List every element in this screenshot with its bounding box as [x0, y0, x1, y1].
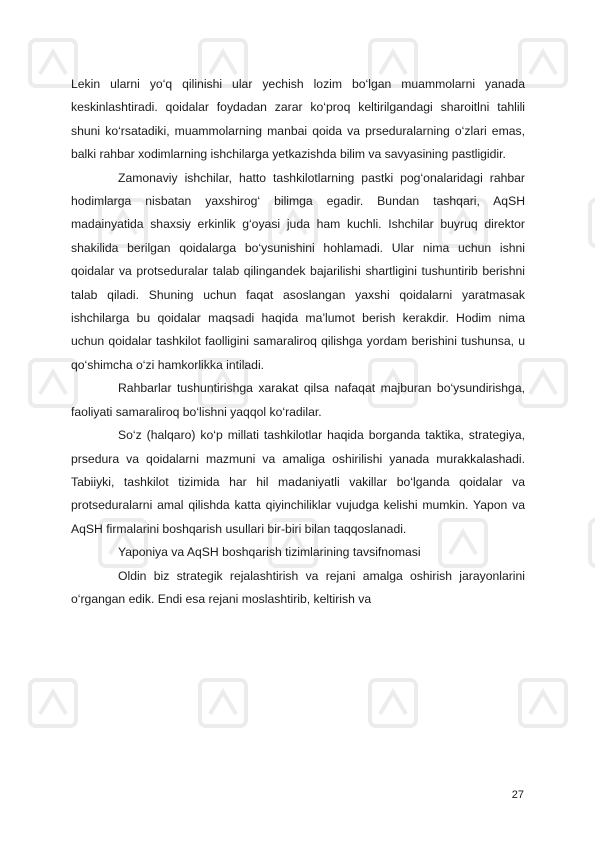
watermark-mark: [30, 680, 76, 726]
watermark-mark: [520, 680, 566, 726]
watermark-mark: [520, 360, 566, 406]
page-number: 27: [511, 789, 524, 801]
document-body: [71, 73, 525, 611]
watermark-mark: [590, 200, 595, 246]
watermark-mark: [30, 360, 76, 406]
paragraph-4: So‘z (halqaro) ko‘p millati tashkilotlar haqida borganda taktika, strategiya, prsedura va qoidalarni mazmuni va amaliga oshirilishi yanada murakkalashadi. Tabiiyki, tashkilot tizimida har hil madaniyatli vakillar bo‘lganda qoidalar va protseduralarni amal qilishda katta qiyinchiliklar vujudga kelishi mumkin. Yapon va AqSH firmalarini boshqarish usullari bir-biri bilan taqqoslanadi.: [71, 428, 525, 536]
watermark-mark: [200, 680, 246, 726]
watermark-mark: [590, 520, 595, 566]
paragraph-5: Oldin biz strategik rejalashtirish va rejani amalga oshirish jarayonlarini o‘rgangan edik. Endi esa rejani moslashtirib, keltirish va: [71, 568, 525, 606]
section-heading: Yaponiya va AqSH boshqarish tizimlarining tavsifnomasi: [118, 545, 421, 560]
watermark-mark: [370, 680, 416, 726]
watermark-mark: [30, 40, 76, 86]
paragraph-1: Lekin ularni yo‘q qilinishi ular yechish lozim bo‘lgan muammolarni yanada keskinlashtiradi. qoidalar foydadan zarar ko‘proq keltirilgandagi sharoitlni tahlili shuni ko‘rsatadiki, muammolarning manbai qoida va prseduralarning o‘zlari emas, balki rahbar xodimlarning ishchilarga yetkazishda bilim va savyasining pastligidir.: [71, 77, 525, 162]
watermark-mark: [520, 40, 566, 86]
paragraph-3: Rahbarlar tushuntirishga xarakat qilsa nafaqat majburan bo‘ysundirishga, faoliyati samaraliroq bo‘lishni yaqqol ko‘radilar.: [71, 381, 525, 419]
paragraph-2: Zamonaviy ishchilar, hatto tashkilotlarning pastki pog‘onalaridagi rahbar hodimlarga nisbatan yaxshirog‘ bilimga egadir. Bundan tashqari, AqSH madainyatida shaxsiy erkinlik g‘oyasi juda ham kuchli. Ishchilar buyruq direktor shakilida berilgan qoidalarga bo‘ysunishini hohlamadi. Ular nima uchun ishni qoidalar va protseduralar talab qilingandek bajarilishi shartligini tushuntirib berishni talab qiladi. Shuning uchun faqat asoslangan yaxshi qoidalarni yaratmasak ishchilarga bu qoidalar maqsadi haqida ma’lumot berish kerakdir. Hodim nima uchun qoidalar tashkilot faolligini samaraliroq qilishga yordam berishini tushunsa, u qo‘shimcha o‘zi hamkorlikka intiladi.: [71, 170, 525, 372]
